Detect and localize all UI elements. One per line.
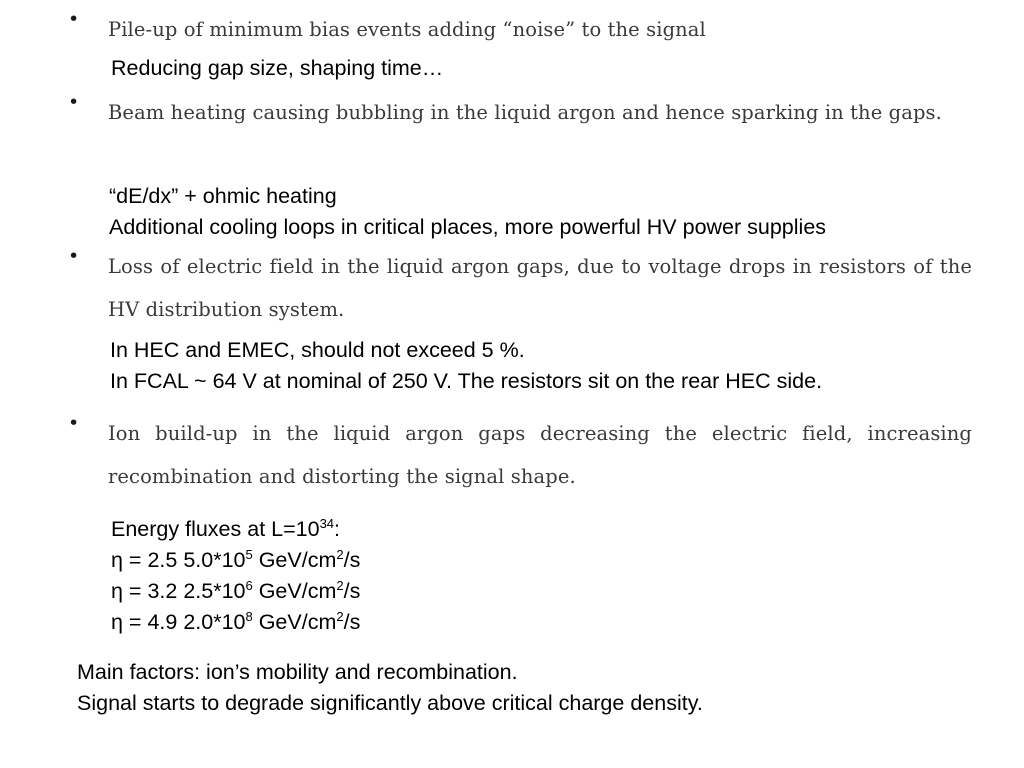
note-line: Additional cooling loops in critical places, more powerful HV power supplies <box>109 215 827 239</box>
bullet-dot-icon: • <box>68 245 80 267</box>
note-line: Signal starts to degrade significantly above critical charge density. <box>77 691 703 715</box>
note-fluxes <box>111 514 360 638</box>
note-line: In HEC and EMEC, should not exceed 5 %. <box>110 338 525 362</box>
flux-row: η = 3.2 $2.5*10^6$ GeV/$cm^2/s$ <box>111 577 361 603</box>
note-summary <box>77 657 703 719</box>
bullet-dot-icon: • <box>68 412 80 434</box>
note-line: Main factors: ion’s mobility and recombination. <box>77 660 518 684</box>
note-heating <box>109 181 826 243</box>
note-line: Reducing gap size, shaping time… <box>111 56 444 80</box>
bullet-text: Ion build-up in the liquid argon gaps decreasing the electric field, increasing recombination and distorting the signal shape. <box>108 422 972 488</box>
note-field <box>110 335 822 397</box>
note-line: “dE/dx” + ohmic heating <box>109 184 337 208</box>
note-line: In FCAL ~ 64 V at nominal of 250 V. The resistors sit on the rear HEC side. <box>110 369 823 393</box>
flux-row: η = 4.9 $2.0*10^8$ GeV/$cm^2/s$ <box>111 608 361 634</box>
bullet-dot-icon: • <box>68 91 80 113</box>
bullet-dot-icon: • <box>68 8 80 30</box>
note-pileup <box>111 53 443 84</box>
bullet-text: Beam heating causing bubbling in the liquid argon and hence sparking in the gaps. <box>108 101 942 124</box>
bullet-text: Pile-up of minimum bias events adding “noise” to the signal <box>108 18 706 41</box>
flux-row: η = 2.5 $5.0*10^5$ GeV/$cm^2/s$ <box>111 546 361 572</box>
bullet-text: Loss of electric field in the liquid argon gaps, due to voltage drops in resistors of the HV distribution system. <box>108 255 972 321</box>
flux-heading: Energy fluxes at $L=10^{34}$: <box>111 515 341 541</box>
